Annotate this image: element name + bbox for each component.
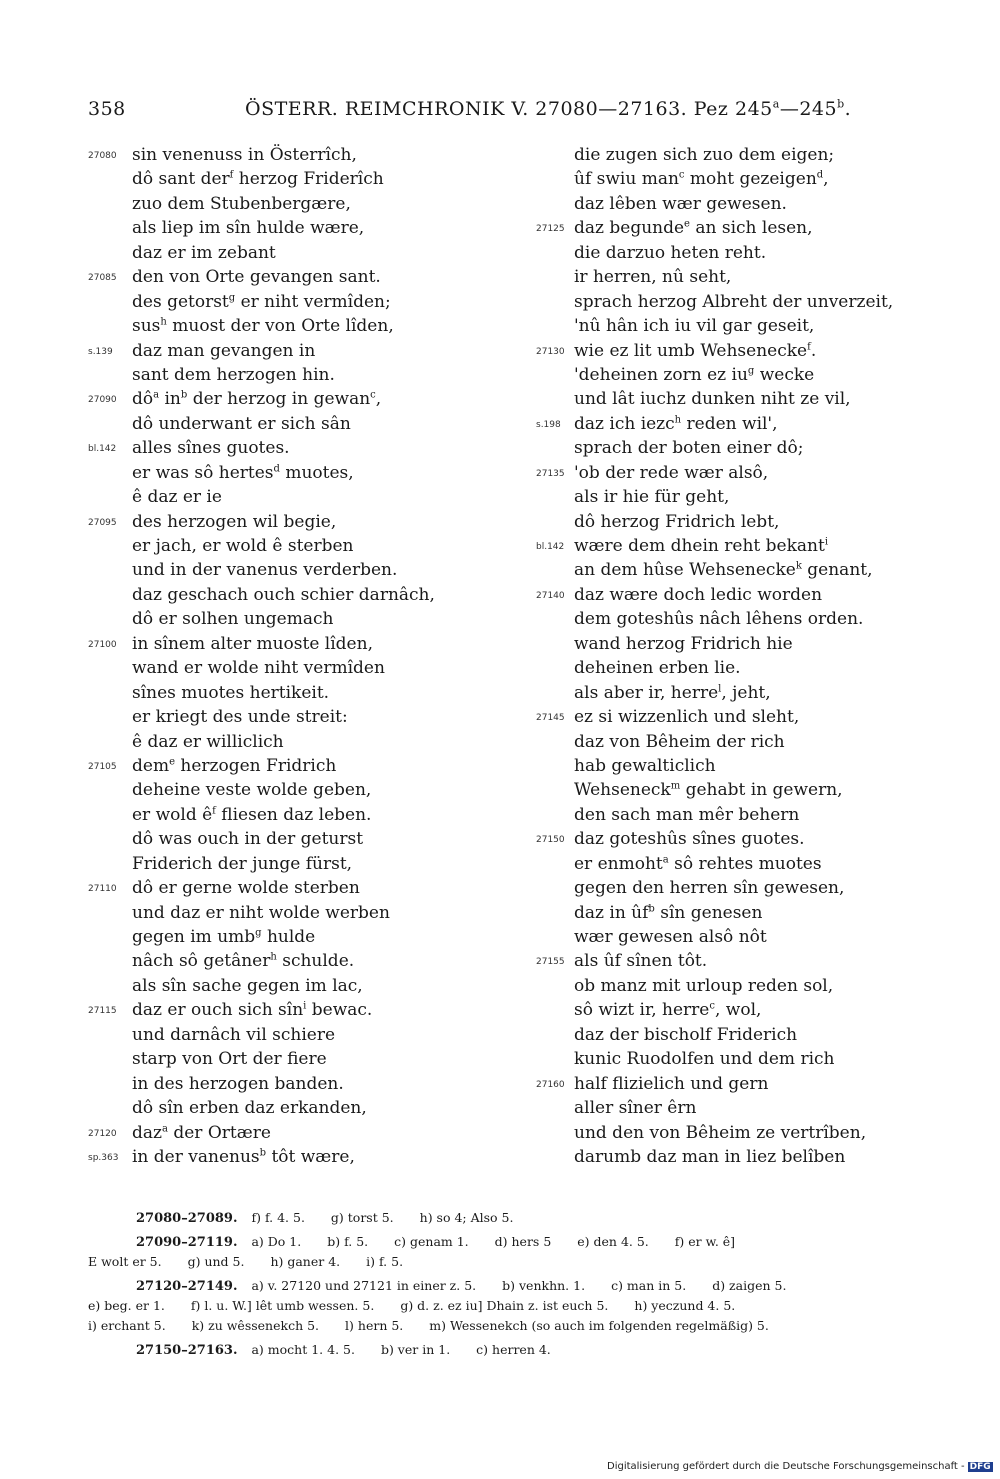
page-header — [88, 98, 918, 124]
footnote-marker: c — [709, 1000, 715, 1012]
verse-line — [536, 925, 966, 949]
footnote-entry: g) torst 5. — [330, 1210, 394, 1225]
verse-number: 27090 — [88, 395, 117, 406]
verse-line — [88, 461, 508, 485]
verse-text: daz geschach ouch schier darnâch, — [132, 584, 435, 605]
verse-line — [536, 1047, 966, 1071]
footnote-marker: c — [678, 169, 685, 181]
footnote-marker: f — [807, 340, 811, 352]
verse-line — [536, 730, 966, 754]
footnote-entry: b) ver in 1. — [380, 1342, 451, 1357]
verse-line — [88, 583, 508, 607]
footnote-entry: i) erchant 5. — [88, 1318, 166, 1333]
verse-line — [536, 192, 966, 216]
verse-text: in sînem alter muoste lîden, — [132, 633, 373, 654]
footnote-marker: g — [255, 927, 262, 939]
verse-number: 27125 — [536, 224, 565, 235]
verse-line — [536, 1023, 966, 1047]
verse-number: 27155 — [536, 957, 565, 968]
verse-text: daz er im zebant — [132, 242, 276, 263]
footnote-entry: d) zaigen 5. — [712, 1278, 787, 1293]
verse-line — [536, 485, 966, 509]
verse-text: starp von Ort der fiere — [132, 1049, 327, 1070]
verse-line — [88, 656, 508, 680]
footnote-entry: a) Do 1. — [251, 1234, 302, 1249]
footnote-entry: h) ganer 4. — [270, 1254, 341, 1269]
footnote-marker: b — [648, 902, 655, 914]
footnote-entry: f) er w. ê] — [674, 1234, 736, 1249]
verse-line — [536, 510, 966, 534]
footnote-row — [88, 1316, 950, 1336]
footnote-marker: m — [670, 780, 681, 792]
verse-line — [88, 949, 508, 973]
verse-text: dô sîn erben daz erkanden, — [132, 1098, 367, 1119]
verse-text: des herzogen wil begie, — [132, 511, 337, 532]
verse-line — [88, 705, 508, 729]
verse-text: dô er solhen ungemach — [132, 609, 334, 630]
verse-number: 27105 — [88, 761, 117, 772]
footnote-marker: g — [747, 365, 755, 377]
footnote-entry: a) v. 27120 und 27121 in einer z. 5. — [251, 1278, 477, 1293]
verse-text: daz er ouch sich sîn$^i$ bewac. — [132, 1000, 373, 1021]
verse-line — [536, 681, 966, 705]
verse-text: er was sô hertes$^d$ muotes, — [132, 462, 354, 483]
verse-number: 27150 — [536, 835, 565, 846]
page-title: ÖSTERR. REIMCHRONIK V. 27080—27163. Pez 245$^a$—245$^b$. — [245, 97, 852, 120]
verse-line — [536, 754, 966, 778]
verse-text: darumb daz man in liez belîben — [574, 1146, 846, 1167]
verse-number: 27135 — [536, 468, 565, 479]
footnote-entry: c) man in 5. — [611, 1278, 687, 1293]
footnote-entry: f) l. u. W.] lêt umb wessen. 5. — [190, 1298, 375, 1313]
verse-text: wære dem dhein reht bekant$^i$ — [574, 536, 829, 556]
footnote-marker: g — [228, 291, 236, 303]
verse-text: 'ob der rede wær alsô, — [574, 462, 769, 483]
verse-text: daz von Bêheim der rich — [574, 731, 785, 752]
verse-text: dô herzog Fridrich lebt, — [574, 511, 780, 532]
verse-text: wand er wolde niht vermîden — [132, 658, 385, 679]
verse-line — [536, 803, 966, 827]
verse-text: gegen im umb$^g$ hulde — [132, 927, 316, 947]
footnote-range: 27090–27119. — [136, 1235, 238, 1250]
verse-text: er kriegt des unde streit: — [132, 707, 348, 728]
dfg-logo: DFG — [969, 1462, 991, 1472]
verse-number: 27095 — [88, 517, 117, 528]
verse-text: den von Orte gevangen sant. — [132, 267, 381, 288]
verse-line — [88, 143, 508, 167]
verse-line — [88, 778, 508, 802]
verse-line — [536, 705, 966, 729]
footnote-marker: l — [718, 682, 722, 694]
footnote-entry: e) den 4. 5. — [577, 1234, 649, 1249]
verse-line — [88, 1145, 508, 1169]
footnote-row — [88, 1340, 950, 1360]
verse-line — [536, 363, 966, 387]
verse-line — [88, 607, 508, 631]
verse-line — [88, 876, 508, 900]
verse-line — [536, 314, 966, 338]
verse-text: den sach man mêr behern — [574, 804, 800, 825]
verse-number: 27130 — [536, 346, 565, 357]
funding-footer — [607, 1461, 991, 1477]
footnote-marker: a — [161, 1122, 168, 1134]
verse-line — [88, 1072, 508, 1096]
verse-line — [536, 265, 966, 289]
verse-text: die darzuo heten reht. — [574, 242, 767, 263]
verse-text: als ûf sînen tôt. — [574, 951, 708, 972]
verse-text: wand herzog Fridrich hie — [574, 633, 793, 654]
verse-text: daz wære doch ledic worden — [574, 584, 823, 605]
verse-text: sô wizt ir, herre$^c$, wol, — [574, 1000, 762, 1021]
verse-text: deheine veste wolde geben, — [132, 780, 372, 801]
verse-line — [536, 949, 966, 973]
footnote-marker: k — [795, 560, 802, 572]
verse-text: Wehseneck$^m$ gehabt in gewern, — [574, 780, 843, 801]
verse-text: die zugen sich zuo dem eigen; — [574, 145, 835, 165]
verse-text: sprach der boten einer dô; — [574, 438, 804, 459]
verse-text: ir herren, nû seht, — [574, 267, 732, 288]
footnote-entry: m) Wessenekch (so auch im folgenden regelmäßig) 5. — [429, 1318, 769, 1333]
verse-line — [88, 339, 508, 363]
verse-text: half flizielich und gern — [574, 1073, 769, 1094]
verse-text: gegen den herren sîn gewesen, — [574, 878, 845, 899]
verse-text: in des herzogen banden. — [132, 1073, 344, 1094]
verse-line — [88, 510, 508, 534]
footnote-marker: d — [816, 169, 824, 181]
verse-text: daz goteshûs sînes guotes. — [574, 829, 805, 850]
verse-text: und darnâch vil schiere — [132, 1024, 336, 1045]
page-number: 358 — [88, 98, 126, 120]
verse-line — [88, 167, 508, 191]
footnote-marker: h — [674, 414, 682, 426]
verse-text: Friderich der junge fürst, — [132, 853, 353, 874]
verse-line — [536, 607, 966, 631]
verse-text: ê daz er williclich — [132, 731, 284, 752]
verse-line — [536, 1072, 966, 1096]
verse-text: sînes muotes hertikeit. — [132, 682, 330, 703]
verse-text: wie ez lit umb Wehsenecke$^f$. — [574, 340, 817, 361]
verse-number: s.139 — [88, 346, 113, 357]
footnote-entry: e) beg. er 1. — [88, 1298, 165, 1313]
verse-line — [88, 216, 508, 240]
verse-line — [88, 1047, 508, 1071]
verse-text: daz begunde$^e$ an sich lesen, — [574, 218, 813, 239]
verse-line — [536, 1096, 966, 1120]
verse-line — [536, 461, 966, 485]
verse-line — [88, 534, 508, 558]
verse-line — [536, 998, 966, 1022]
verse-line — [88, 730, 508, 754]
verse-line — [536, 778, 966, 802]
verse-number: 27145 — [536, 713, 565, 724]
verse-line — [88, 901, 508, 925]
verse-line — [536, 216, 966, 240]
verse-number: sp.363 — [88, 1152, 119, 1163]
footnote-row — [88, 1276, 950, 1296]
footnote-entry: l) hern 5. — [345, 1318, 404, 1333]
verse-text: daz der bischolf Friderich — [574, 1024, 798, 1045]
verse-text: ûf swiu man$^c$ moht gezeigen$^d$, — [574, 169, 829, 190]
verse-text: und in der vanenus verderben. — [132, 560, 398, 581]
verse-number: 27100 — [88, 639, 117, 650]
verse-text: er jach, er wold ê sterben — [132, 536, 354, 556]
verse-text: er wold $ê^f$ fliesen daz leben. — [132, 804, 372, 825]
verse-line — [536, 241, 966, 265]
verse-line — [536, 1145, 966, 1169]
footnote-row — [88, 1252, 950, 1272]
verse-line — [88, 1096, 508, 1120]
footnote-range: 27080–27089. — [136, 1211, 238, 1226]
verse-line — [88, 1121, 508, 1145]
verse-line — [88, 290, 508, 314]
verse-line — [88, 558, 508, 582]
verse-text: sant dem herzogen hin. — [132, 364, 335, 385]
verse-line — [88, 974, 508, 998]
verse-line — [88, 192, 508, 216]
footnote-range: 27150–27163. — [136, 1343, 238, 1358]
footnote-marker: b — [259, 1147, 267, 1159]
footnote-entry: h) yeczund 4. 5. — [634, 1298, 736, 1313]
footnote-marker: i — [303, 1000, 307, 1012]
footnote-entry: a) mocht 1. 4. 5. — [251, 1342, 355, 1357]
verse-number: 27160 — [536, 1079, 565, 1090]
footnote-entry: k) zu wêssenekch 5. — [191, 1318, 320, 1333]
verse-line — [536, 143, 966, 167]
verse-line — [536, 876, 966, 900]
verse-line — [88, 265, 508, 289]
verse-text: sprach herzog Albreht der unverzeit, — [574, 291, 894, 312]
footnote-entry: b) venkhn. 1. — [502, 1278, 586, 1293]
verse-line — [536, 436, 966, 460]
verse-text: zuo dem Stubenbergære, — [132, 193, 351, 214]
verse-text: in der vanenus$^b$ tôt wære, — [132, 1146, 355, 1167]
verse-line — [536, 387, 966, 411]
verse-text: daz lêben wær gewesen. — [574, 193, 787, 214]
footnote-marker: a — [662, 854, 669, 866]
verse-text: daz man gevangen in — [132, 340, 316, 361]
footnote-entry: E wolt er 5. — [88, 1254, 162, 1269]
verse-line — [88, 681, 508, 705]
verse-line — [88, 485, 508, 509]
verse-line — [536, 412, 966, 436]
footnote-entry: c) genam 1. — [394, 1234, 469, 1249]
footnote-group — [88, 1340, 950, 1360]
footnote-marker: d — [273, 463, 280, 475]
verse-number: 27115 — [88, 1006, 117, 1017]
verse-text: $dô^a$ $in^b$ der herzog in gewan$^c$, — [132, 389, 382, 410]
verse-number: 27140 — [536, 590, 565, 601]
verse-text: ê daz er ie — [132, 487, 222, 508]
verse-text: ob manz mit urloup reden sol, — [574, 975, 834, 996]
verse-line — [88, 363, 508, 387]
footnote-marker: i — [824, 536, 829, 548]
verse-text: als ir hie für geht, — [574, 487, 730, 508]
verse-line — [536, 656, 966, 680]
verse-text: daz in $ûf^b$ sîn genesen — [574, 902, 763, 923]
verse-text: 'deheinen zorn ez $iu^g$ wecke — [574, 364, 815, 385]
verse-text: er enmoht$^a$ sô rehtes muotes — [574, 853, 822, 874]
verse-line — [88, 412, 508, 436]
footnote-range: 27120–27149. — [136, 1279, 238, 1294]
footnote-row — [88, 1208, 950, 1228]
footnote-marker: f — [212, 805, 216, 817]
verse-number: bl.142 — [536, 542, 565, 552]
verse-text: dô was ouch in der geturst — [132, 829, 364, 850]
verse-text: als aber ir, herre$^l$, jeht, — [574, 682, 771, 703]
footnote-marker: h — [270, 951, 277, 963]
verse-text: 'nû hân ich iu vil gar geseit, — [574, 316, 815, 337]
verse-line — [88, 436, 508, 460]
footnote-entry: b) f. 5. — [327, 1234, 369, 1249]
verse-line — [88, 803, 508, 827]
verse-text: daz$^a$ der Ortære — [132, 1122, 271, 1143]
verse-text: daz ich iezc$^h$ reden wil', — [574, 413, 778, 434]
verse-number: 27080 — [88, 151, 117, 161]
verse-text: aller sîner êrn — [574, 1098, 697, 1119]
verse-text: des getorst$^g$ er niht vermîden; — [132, 291, 391, 312]
verse-text: alles sînes guotes. — [132, 438, 290, 459]
verse-text: und lât iuchz dunken niht ze vil, — [574, 389, 851, 410]
footnote-entry: d) hers 5 — [494, 1234, 552, 1249]
footnotes — [88, 1208, 950, 1364]
left-verse-column — [88, 143, 508, 1169]
verse-text: hab gewalticlich — [574, 755, 716, 776]
verse-text: ez si wizzenlich und sleht, — [574, 707, 800, 728]
footnote-marker: f — [229, 169, 234, 181]
verse-line — [536, 1121, 966, 1145]
verse-line — [88, 314, 508, 338]
verse-line — [536, 632, 966, 656]
footnote-entry: g) und 5. — [187, 1254, 245, 1269]
verse-line — [88, 827, 508, 851]
verse-text: und den von Bêheim ze vertrîben, — [574, 1122, 867, 1143]
footer-text: Digitalisierung gefördert durch die Deutsche Forschungsgemeinschaft - — [607, 1461, 965, 1472]
verse-line — [536, 339, 966, 363]
verse-text: als sîn sache gegen im lac, — [132, 975, 363, 996]
verse-line — [536, 167, 966, 191]
verse-line — [536, 827, 966, 851]
verse-text: sin venenuss in Österrîch, — [132, 145, 357, 165]
verse-text: als liep im sîn hulde wære, — [132, 218, 365, 239]
footnote-marker: b — [180, 389, 188, 401]
footnote-group — [88, 1276, 950, 1336]
footnote-row — [88, 1296, 950, 1316]
verse-line — [536, 534, 966, 558]
footnote-marker: c — [370, 389, 376, 401]
verse-number: 27110 — [88, 884, 117, 895]
verse-line — [536, 852, 966, 876]
verse-line — [536, 901, 966, 925]
footnote-marker: e — [684, 218, 690, 230]
verse-line — [88, 387, 508, 411]
verse-line — [88, 1023, 508, 1047]
verse-number: 27085 — [88, 273, 117, 284]
verse-line — [536, 583, 966, 607]
footnote-entry: i) f. 5. — [366, 1254, 404, 1269]
verse-number: bl.142 — [88, 444, 117, 455]
footnote-marker: a — [153, 389, 160, 401]
footnote-entry: f) f. 4. 5. — [251, 1210, 305, 1225]
verse-text: sus$^h$ muost der von Orte lîden, — [132, 316, 394, 337]
verse-text: dem goteshûs nâch lêhens orden. — [574, 609, 864, 630]
verse-line — [88, 754, 508, 778]
verse-line — [88, 632, 508, 656]
verse-text: dô er gerne wolde sterben — [132, 878, 360, 899]
verse-line — [536, 974, 966, 998]
verse-text: nâch sô getâner$^h$ schulde. — [132, 951, 355, 972]
footnote-marker: h — [160, 316, 167, 328]
verse-line — [88, 241, 508, 265]
verse-number: s.198 — [536, 419, 561, 430]
verse-text: dô sant der$^f$ herzog Friderîch — [132, 169, 384, 190]
verse-text: und daz er niht wolde werben — [132, 902, 390, 923]
verse-line — [88, 998, 508, 1022]
verse-text: dem$^e$ herzogen Fridrich — [132, 755, 337, 776]
verse-text: wær gewesen alsô nôt — [574, 927, 767, 947]
footnote-entry: h) so 4; Also 5. — [419, 1210, 514, 1225]
verse-text: kunic Ruodolfen und dem rich — [574, 1049, 835, 1070]
footnote-entry: g) d. z. ez iu] Dhain z. ist euch 5. — [400, 1298, 609, 1313]
verse-line — [536, 558, 966, 582]
footnote-entry: c) herren 4. — [476, 1342, 551, 1357]
right-verse-column — [536, 143, 966, 1169]
footnote-row — [88, 1232, 950, 1252]
footnote-group — [88, 1208, 950, 1228]
verse-line — [88, 925, 508, 949]
verse-text: an dem hûse Wehsenecke$^k$ genant, — [574, 560, 873, 581]
verse-line — [536, 290, 966, 314]
verse-number: 27120 — [88, 1128, 117, 1139]
verse-text: dô underwant er sich sân — [132, 413, 351, 434]
footnote-marker: e — [169, 756, 175, 768]
verse-text: deheinen erben lie. — [574, 658, 741, 679]
footnote-group — [88, 1232, 950, 1272]
verse-line — [88, 852, 508, 876]
